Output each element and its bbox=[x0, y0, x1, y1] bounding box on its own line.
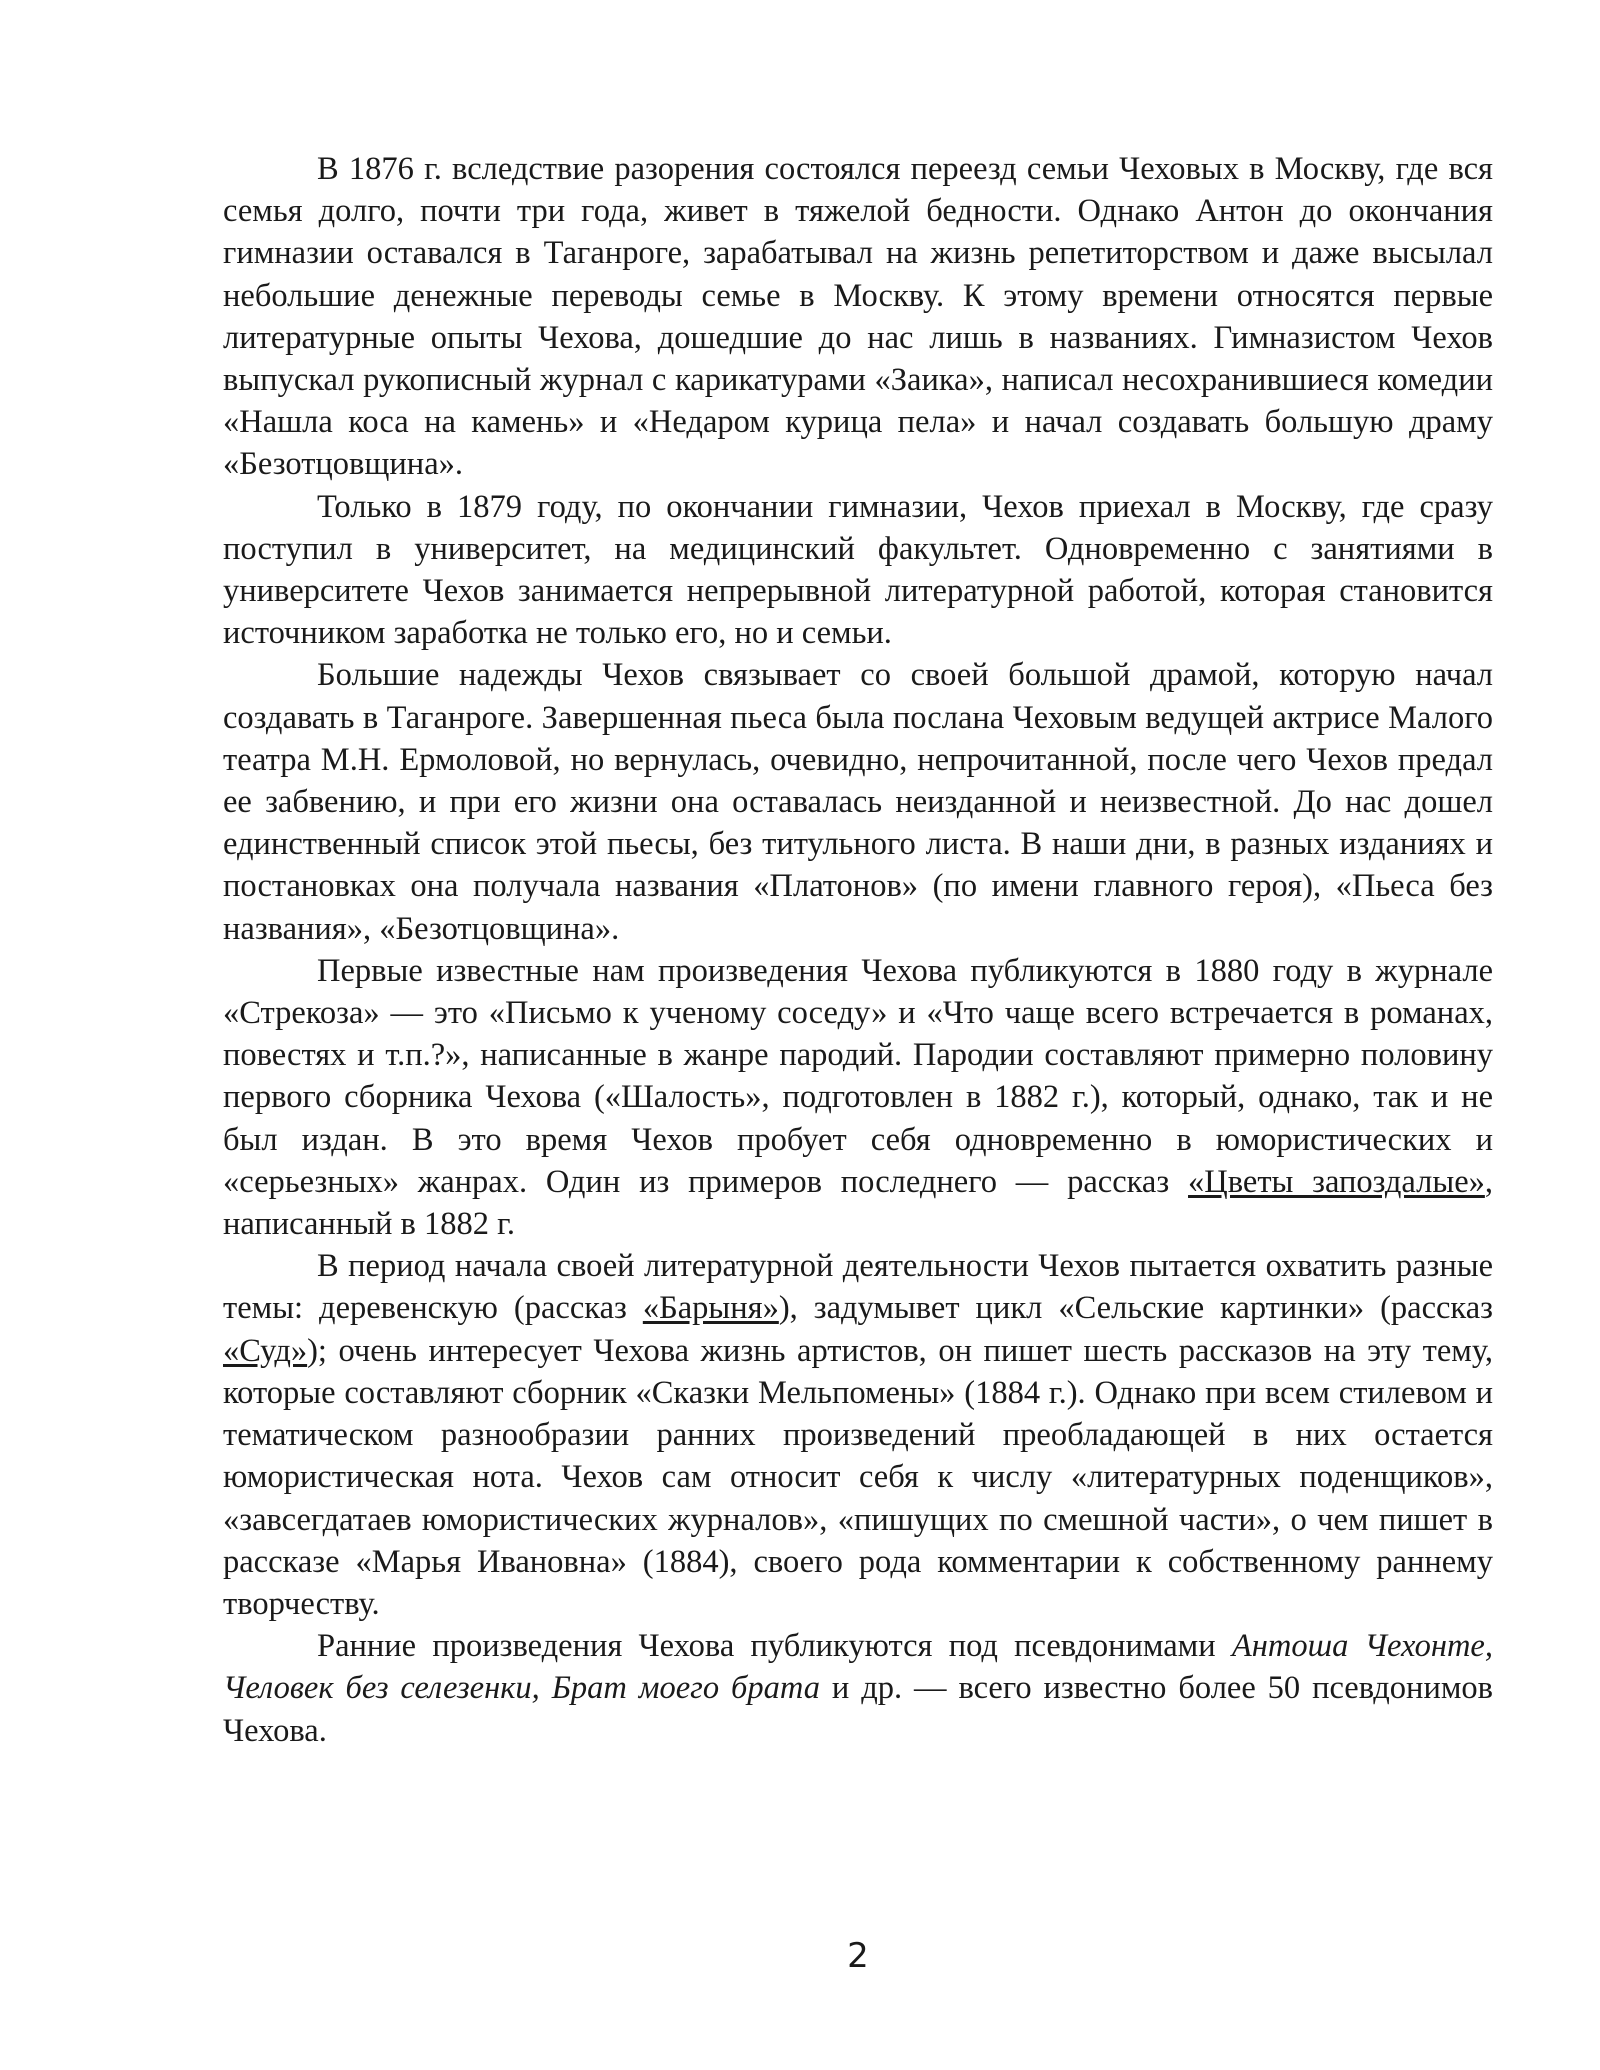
paragraph: Только в 1879 году, по окончании гимназии, Чехов приехал в Москву, где сразу поступил в университет, на медицинский факультет. Одновременно с занятиями в университете Чехов занимается непрерывной литературной работой, которая становится источником заработка не только его, но и семьи. bbox=[223, 488, 1493, 652]
page-number: 2 bbox=[847, 1936, 869, 1976]
paragraph-text: Первые известные нам произведения Чехова публикуются в 1880 году в журнале «Стрекоза» — это «Письмо к ученому соседу» и «Что чаще всего встречается в романах, повестях и т.п.?», написанные в жанре пародий. Пародии составляют примерно половину первого сборника Чехова («Шалость», подготовлен в 1882 г.), который, однако, так и не был издан. В это время Чехов пробует себя одновременно в юмористических и «серьезных» жанрах. Один из примеров последнего — рассказ bbox=[223, 952, 1493, 1200]
paragraph bbox=[223, 1625, 1493, 1752]
document-page bbox=[223, 148, 1493, 1752]
paragraph-text: В период начала своей литературной деятельности Чехов пытается охватить разные темы: деревенскую (рассказ bbox=[223, 1248, 1493, 1327]
paragraph-text: , написанный в 1882 г. bbox=[223, 1163, 1493, 1243]
story-link-sud[interactable]: «Суд» bbox=[223, 1332, 308, 1369]
paragraph: В 1876 г. вследствие разорения состоялся переезд семьи Чеховых в Москву, где вся семья долго, почти три года, живет в тяжелой бедности. Однако Антон до окончания гимназии оставался в Таганроге, зарабатывал на жизнь репетиторством и даже высылал небольшие денежные переводы семье в Москву. К этому времени относятся первые литературные опыты Чехова, дошедшие до нас лишь в названиях. Гимназистом Чехов выпускал рукописный журнал с карикатурами «Заика», написал несохранившиеся комедии «Нашла коса на камень» и «Недаром курица пела» и начал создавать большую драму «Безотцовщина». bbox=[223, 151, 1493, 483]
paragraph: Большие надежды Чехов связывает со своей большой драмой, которую начал создавать в Таганроге. Завершенная пьеса была послана Чеховым ведущей актрисе Малого театра М.Н. Ермоловой, но вернулась, очевидно, непрочитанной, после чего Чехов предал ее забвению, и при его жизни она оставалась неизданной и неизвестной. До нас дошел единственный список этой пьесы, без титульного листа. В наши дни, в разных изданиях и постановках она получала названия «Платонов» (по имени главного героя), «Пьеса без названия», «Безотцовщина». bbox=[223, 657, 1493, 947]
paragraph-text: Ранние произведения Чехова публикуются под псевдонимами bbox=[317, 1628, 1232, 1665]
paragraph bbox=[223, 950, 1493, 1245]
paragraph bbox=[223, 1245, 1493, 1625]
paragraph-text: ); очень интересует Чехова жизнь артистов, он пишет шесть рассказов на эту тему, которые составляют сборник «Сказки Мельпомены» (1884 г.). Однако при всем стилевом и тематическом разнообразии ранних произведений преобладающей в них остается юмористическая нота. Чехов сам относит себя к числу «литературных поденщиков», «завсегдатаев юмористических журналов», «пишущих по смешной части», о чем пишет в рассказе «Марья Ивановна» (1884), своего рода комментарии к собственному раннему творчеству. bbox=[223, 1332, 1493, 1622]
pseudonyms-italic: Антоша Чехонте, Человек без селезенки, Брат моего брата bbox=[223, 1628, 1493, 1707]
story-link-tsvety-zapozdalye[interactable]: «Цветы запоздалые» bbox=[1188, 1163, 1485, 1200]
story-link-barynya[interactable]: «Барыня» bbox=[642, 1290, 779, 1327]
paragraph-text: ), задумывет цикл «Сельские картинки» (рассказ bbox=[778, 1290, 1493, 1327]
paragraph-text: и др. — всего известно более 50 псевдонимов Чехова. bbox=[223, 1670, 1493, 1749]
